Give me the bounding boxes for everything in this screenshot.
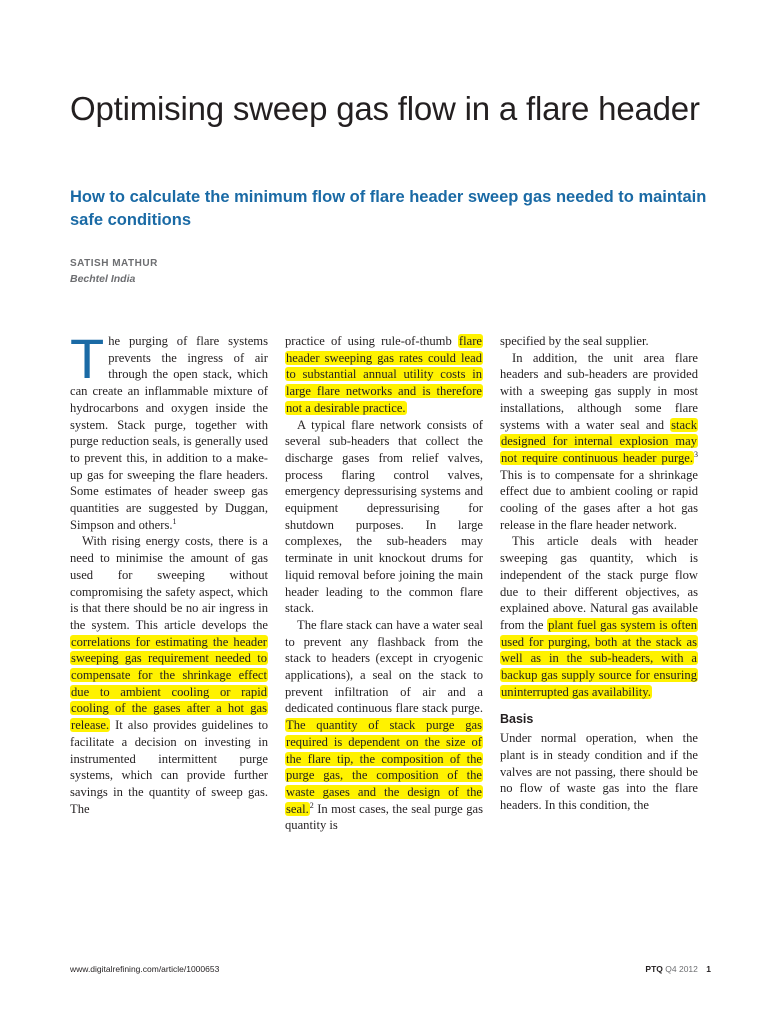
body-column-3 <box>500 333 698 814</box>
paragraph-text: The flare stack can have a water seal to prevent any flashback from the stack to headers (except in cryogenic applications), a seal on the stack to prevent infiltration of air and a dedicated continuous flare stack purge. <box>285 617 483 716</box>
paragraph <box>285 417 483 617</box>
article-subtitle: How to calculate the minimum flow of flare header sweep gas needed to maintain safe conditions <box>70 188 707 229</box>
paragraph-text: In addition, the unit area flare headers and sub-headers are provided with a sweeping gas supply in most installations, although some flare systems with a water seal and <box>500 350 698 432</box>
article-title: Optimising sweep gas flow in a flare header <box>70 90 700 127</box>
paragraph <box>70 327 268 533</box>
paragraph-text: practice of using rule-of-thumb <box>285 334 458 348</box>
highlighted-text: correlations for estimating the header sweeping gas requirement needed to compensate for the shrinkage effect due to ambient cooling or rapid cooling of the gases after a hot gas release. <box>71 634 267 733</box>
paragraph <box>500 533 698 700</box>
body-column-1 <box>70 327 268 817</box>
paragraph-text: he purging of flare systems prevents the ingress of air through the open stack, which can create an inflammable mixture of hydrocarbons and oxygen inside the system. Stack purge, together with purge reduction seals, is generally used to prevent this, in addition to a make-up gas for sweeping the flare headers. Some estimates of header sweep gas quantities are suggested by Duggan, Simpson and others. <box>70 334 268 532</box>
highlighted-text: flare header sweeping gas rates could lead to substantial annual utility costs in large flare networks and is therefore not a desirable practice. <box>286 334 482 415</box>
paragraph-text: In most cases, the seal purge gas quantity is <box>285 801 483 833</box>
paragraph-text: This article deals with header sweeping gas quantity, which is independent of the stack purge flow due to their different objectives, as explained above. Natural gas available from the <box>500 534 698 632</box>
paragraph-text: Under normal operation, when the plant is in steady condition and if the valves are not passing, there should be no flow of waste gas into the flare headers. In this condition, the <box>500 731 698 812</box>
drop-cap: T <box>70 327 105 390</box>
paragraph <box>285 333 483 417</box>
reference-marker: 3 <box>694 449 698 459</box>
paragraph-text: This is to compensate for a shrinkage effect due to ambient cooling or rapid cooling of the gases after a hot gas release in the flare header network. <box>500 467 698 532</box>
highlighted-text: plant fuel gas system is often used for purging, both at the stack as well as in the sub-headers, with a backup gas supply source for ensuring uninterrupted gas availability. <box>501 617 697 699</box>
paragraph <box>285 617 483 834</box>
publication-name: PTQ <box>645 964 663 974</box>
paragraph-text: A typical flare network consists of several sub-headers that collect the discharge gases from relief valves, process flaring control valves, emergency depressurising systems and equipment depressurising for shutdown purposes. In large complexes, the sub-headers may terminate in unit knockout drums for liquid removal before joining the main header leading to the common flare stack. <box>285 417 483 616</box>
footer-publication-info <box>645 964 711 974</box>
paragraph <box>500 730 698 814</box>
section-heading: Basis <box>500 712 534 727</box>
paragraph <box>70 533 268 817</box>
author-name: SATISH MATHUR <box>70 258 158 269</box>
body-column-2 <box>285 333 483 834</box>
reference-marker: 1 <box>172 516 177 526</box>
paragraph-text: With rising energy costs, there is a need to minimise the amount of gas used for sweeping without compromising the safety aspect, which is that there should be no air ingress in the system. This article develops the <box>70 534 268 632</box>
author-affiliation: Bechtel India <box>70 273 136 285</box>
page-number: 1 <box>706 964 711 974</box>
highlighted-text: stack designed for internal explosion may not require continuous header purge. <box>501 417 697 465</box>
paragraph <box>500 333 698 350</box>
paragraph-text: specified by the seal supplier. <box>500 334 649 348</box>
footer-url: www.digitalrefining.com/article/1000653 <box>70 964 220 974</box>
highlighted-text: The quantity of stack purge gas required is dependent on the size of the flare tip, the composition of the purge gas, the composition of the waste gases and the design of the seal. <box>286 718 482 816</box>
reference-marker: 2 <box>309 800 314 810</box>
paragraph-text: It also provides guidelines to facilitate a decision on investing in instrumented intermittent purge systems, which can provide further savings in the quantity of sweep gas. The <box>70 718 268 816</box>
paragraph <box>500 350 698 534</box>
issue-label: Q4 2012 <box>665 964 698 974</box>
